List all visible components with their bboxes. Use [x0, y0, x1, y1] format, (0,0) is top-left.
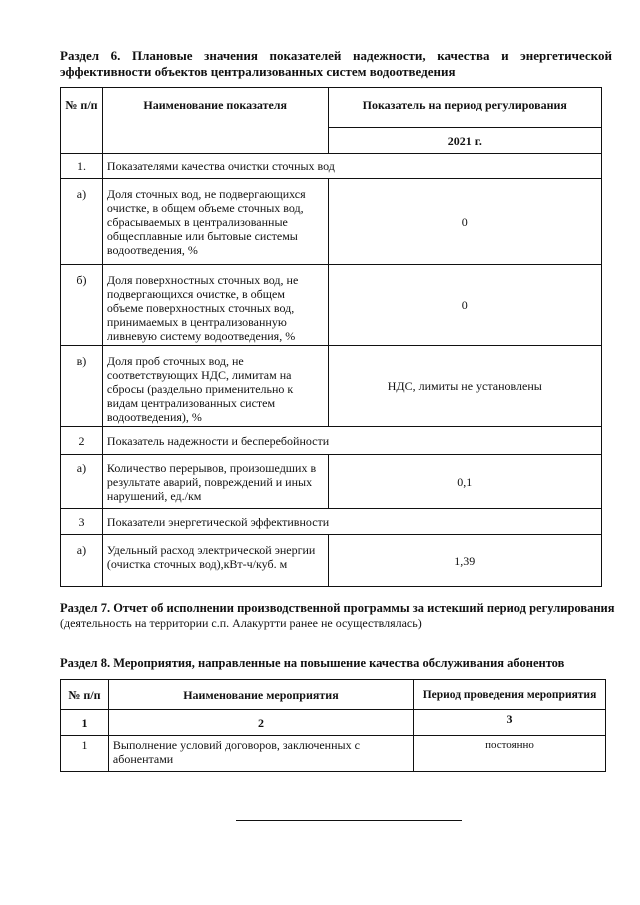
- row-num: 1: [61, 736, 109, 772]
- row-num: а): [61, 535, 103, 587]
- row-name: Удельный расход электрической энергии (очистка сточных вод),кВт-ч/куб. м: [102, 535, 328, 587]
- table-row: [61, 427, 602, 455]
- section6-title: Раздел 6. Плановые значения показателей надежности, качества и энергетической эффективности объектов централизованных систем водоотведения: [60, 48, 612, 79]
- col-year-header: 2021 г.: [328, 128, 601, 154]
- bottom-divider: [236, 820, 462, 821]
- section7-title: Раздел 7. Отчет об исполнении производственной программы за истекший период регулирования: [60, 601, 615, 615]
- row-num: 3: [61, 509, 103, 535]
- row-value: НДС, лимиты не установлены: [328, 346, 601, 427]
- row-num: 2: [61, 427, 103, 455]
- col-name-header: Наименование мероприятия: [108, 680, 413, 710]
- row-num: в): [61, 346, 103, 427]
- index-cell: 1: [61, 710, 109, 736]
- row-num: б): [61, 265, 103, 346]
- table-row: [61, 154, 602, 179]
- index-cell: 3: [414, 710, 606, 736]
- row-value: 0,1: [328, 455, 601, 509]
- row-name: Показатель надежности и бесперебойности: [102, 427, 601, 455]
- row-value: 1,39: [328, 535, 601, 587]
- section8-table: [60, 679, 606, 772]
- section8-title: Раздел 8. Мероприятия, направленные на повышение качества обслуживания абонентов: [60, 656, 565, 670]
- table-row: [61, 535, 602, 587]
- table-row: [61, 265, 602, 346]
- index-cell: 2: [108, 710, 413, 736]
- section6-table: [60, 87, 602, 587]
- row-period: постоянно: [414, 736, 606, 772]
- row-name: Доля проб сточных вод, не соответствующих НДС, лимитам на сбросы (раздельно применительно к видам централизованных систем водоотведения), %: [102, 346, 328, 427]
- col-period-header: Период проведения мероприятия: [414, 680, 606, 710]
- col-num-header: № п/п: [61, 680, 109, 710]
- table-row: [61, 736, 606, 772]
- row-name: Доля поверхностных сточных вод, не подвергающихся очистке, в общем объеме поверхностных сточных вод, принимаемых в централизованную ливневую систему водоотведения, %: [102, 265, 328, 346]
- row-num: 1.: [61, 154, 103, 179]
- table-row: [61, 710, 606, 736]
- row-name: Показатели энергетической эффективности: [102, 509, 601, 535]
- table-row: [61, 455, 602, 509]
- col-num-header: № п/п: [61, 88, 103, 154]
- row-value: 0: [328, 265, 601, 346]
- row-num: а): [61, 179, 103, 265]
- table-row: [61, 346, 602, 427]
- section7-note: (деятельность на территории с.п. Алакуртти ранее не осуществлялась): [60, 616, 422, 630]
- row-name: Показателями качества очистки сточных вод: [102, 154, 601, 179]
- row-num: а): [61, 455, 103, 509]
- row-value: 0: [328, 179, 601, 265]
- row-name: Количество перерывов, произошедших в результате аварий, повреждений и иных нарушений, ед./км: [102, 455, 328, 509]
- col-name-header: Наименование показателя: [102, 88, 328, 154]
- row-name: Выполнение условий договоров, заключенных с абонентами: [108, 736, 413, 772]
- table-row: [61, 509, 602, 535]
- table-row: [61, 179, 602, 265]
- row-name: Доля сточных вод, не подвергающихся очистке, в общем объеме сточных вод, сбрасываемых в централизованные общесплавные или бытовые системы водоотведения, %: [102, 179, 328, 265]
- col-period-header: Показатель на период регулирования: [328, 88, 601, 128]
